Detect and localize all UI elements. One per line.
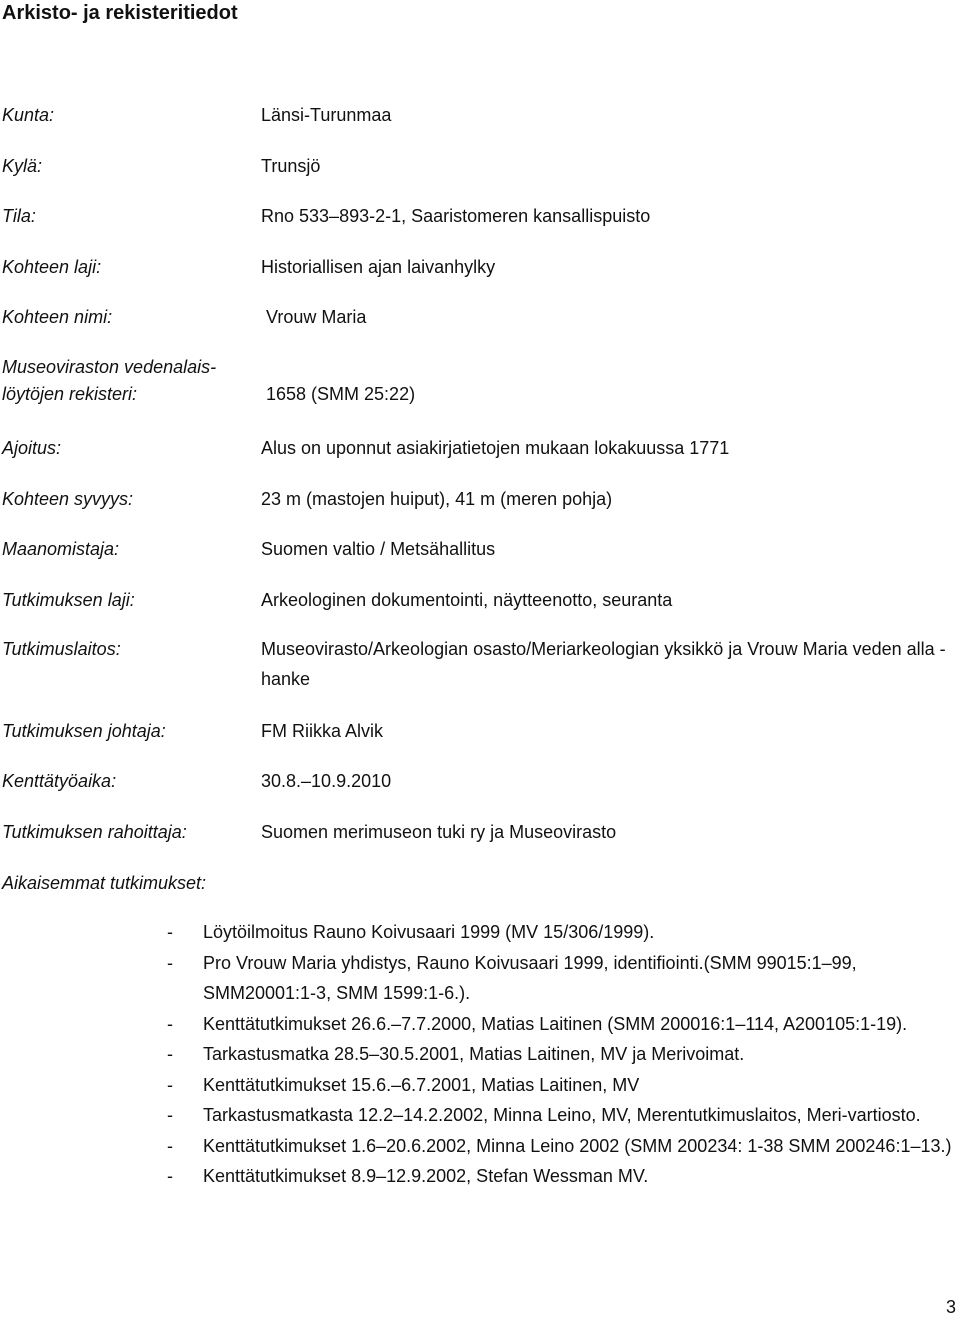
label-kenttatyoaika: Kenttätyöaika: — [2, 771, 117, 791]
label-rahoittaja: Tutkimuksen rahoittaja: — [2, 822, 187, 842]
list-item: - Kenttätutkimukset 1.6–20.6.2002, Minna Leino 2002 (SMM 200234: 1-38 SMM 200246:1–13.) — [165, 1131, 960, 1162]
list-item: - Tarkastusmatkasta 12.2–14.2.2002, Minna Leino, MV, Merentutkimuslaitos, Meri-vartiosto. — [165, 1100, 960, 1131]
value-kohteen-nimi: Vrouw Maria — [266, 307, 367, 327]
label-tila: Tila: — [2, 206, 36, 226]
list-item: - Kenttätutkimukset 26.6.–7.7.2000, Matias Laitinen (SMM 200016:1–114, A200105:1-19). — [165, 1009, 960, 1040]
label-tutkimuslaitos: Tutkimuslaitos: — [2, 639, 121, 659]
list-item: - Tarkastusmatka 28.5–30.5.2001, Matias Laitinen, MV ja Merivoimat. — [165, 1039, 960, 1070]
label-syvyys: Kohteen syvyys: — [2, 489, 134, 509]
list-item: - Kenttätutkimukset 15.6.–6.7.2001, Matias Laitinen, MV — [165, 1070, 960, 1101]
value-kohteen-laji: Historiallisen ajan laivanhylky — [261, 257, 496, 277]
value-syvyys: 23 m (mastojen huiput), 41 m (meren pohja) — [261, 489, 613, 509]
value-tutkimuslaitos: Museovirasto/Arkeologian osasto/Meriarkeologian yksikkö ja Vrouw Maria veden alla - hanke — [261, 639, 946, 689]
value-tila: Rno 533–893-2-1, Saaristomeren kansallispuisto — [261, 206, 651, 226]
label-kohteen-nimi: Kohteen nimi: — [2, 307, 113, 327]
label-tutkimuksen-laji: Tutkimuksen laji: — [2, 590, 135, 610]
value-rekisteri: 1658 (SMM 25:22) — [266, 384, 416, 404]
previous-studies-list — [165, 917, 960, 1192]
label-ajoitus: Ajoitus: — [2, 438, 62, 458]
page-number: 3 — [945, 1297, 956, 1317]
value-kunta: Länsi-Turunmaa — [261, 105, 392, 125]
list-item: - Pro Vrouw Maria yhdistys, Rauno Koivusaari 1999, identifiointi.(SMM 99015:1–99, SMM20001:1-3, SMM 1599:1-6.). — [165, 948, 960, 1009]
value-kyla: Trunsjö — [261, 156, 321, 176]
label-kunta: Kunta: — [2, 105, 55, 125]
label-aikaisemmat: Aikaisemmat tutkimukset: — [2, 873, 207, 893]
value-ajoitus: Alus on uponnut asiakirjatietojen mukaan lokakuussa 1771 — [261, 438, 730, 458]
label-kyla: Kylä: — [2, 156, 43, 176]
value-rahoittaja: Suomen merimuseon tuki ry ja Museovirasto — [261, 822, 617, 842]
list-item: - Kenttätutkimukset 8.9–12.9.2002, Stefan Wessman MV. — [165, 1161, 960, 1192]
label-rekisteri-line1: Museoviraston vedenalais- — [2, 357, 217, 377]
page-title: Arkisto- ja rekisteritiedot — [2, 2, 238, 24]
label-rekisteri-line2: löytöjen rekisteri: — [2, 384, 138, 404]
label-johtaja: Tutkimuksen johtaja: — [2, 721, 166, 741]
label-kohteen-laji: Kohteen laji: — [2, 257, 102, 277]
list-item: - Löytöilmoitus Rauno Koivusaari 1999 (MV 15/306/1999). — [165, 917, 960, 948]
value-johtaja: FM Riikka Alvik — [261, 721, 384, 741]
value-maanomistaja: Suomen valtio / Metsähallitus — [261, 539, 496, 559]
value-tutkimuksen-laji: Arkeologinen dokumentointi, näytteenotto, seuranta — [261, 590, 673, 610]
label-maanomistaja: Maanomistaja: — [2, 539, 120, 559]
value-kenttatyoaika: 30.8.–10.9.2010 — [261, 771, 392, 791]
